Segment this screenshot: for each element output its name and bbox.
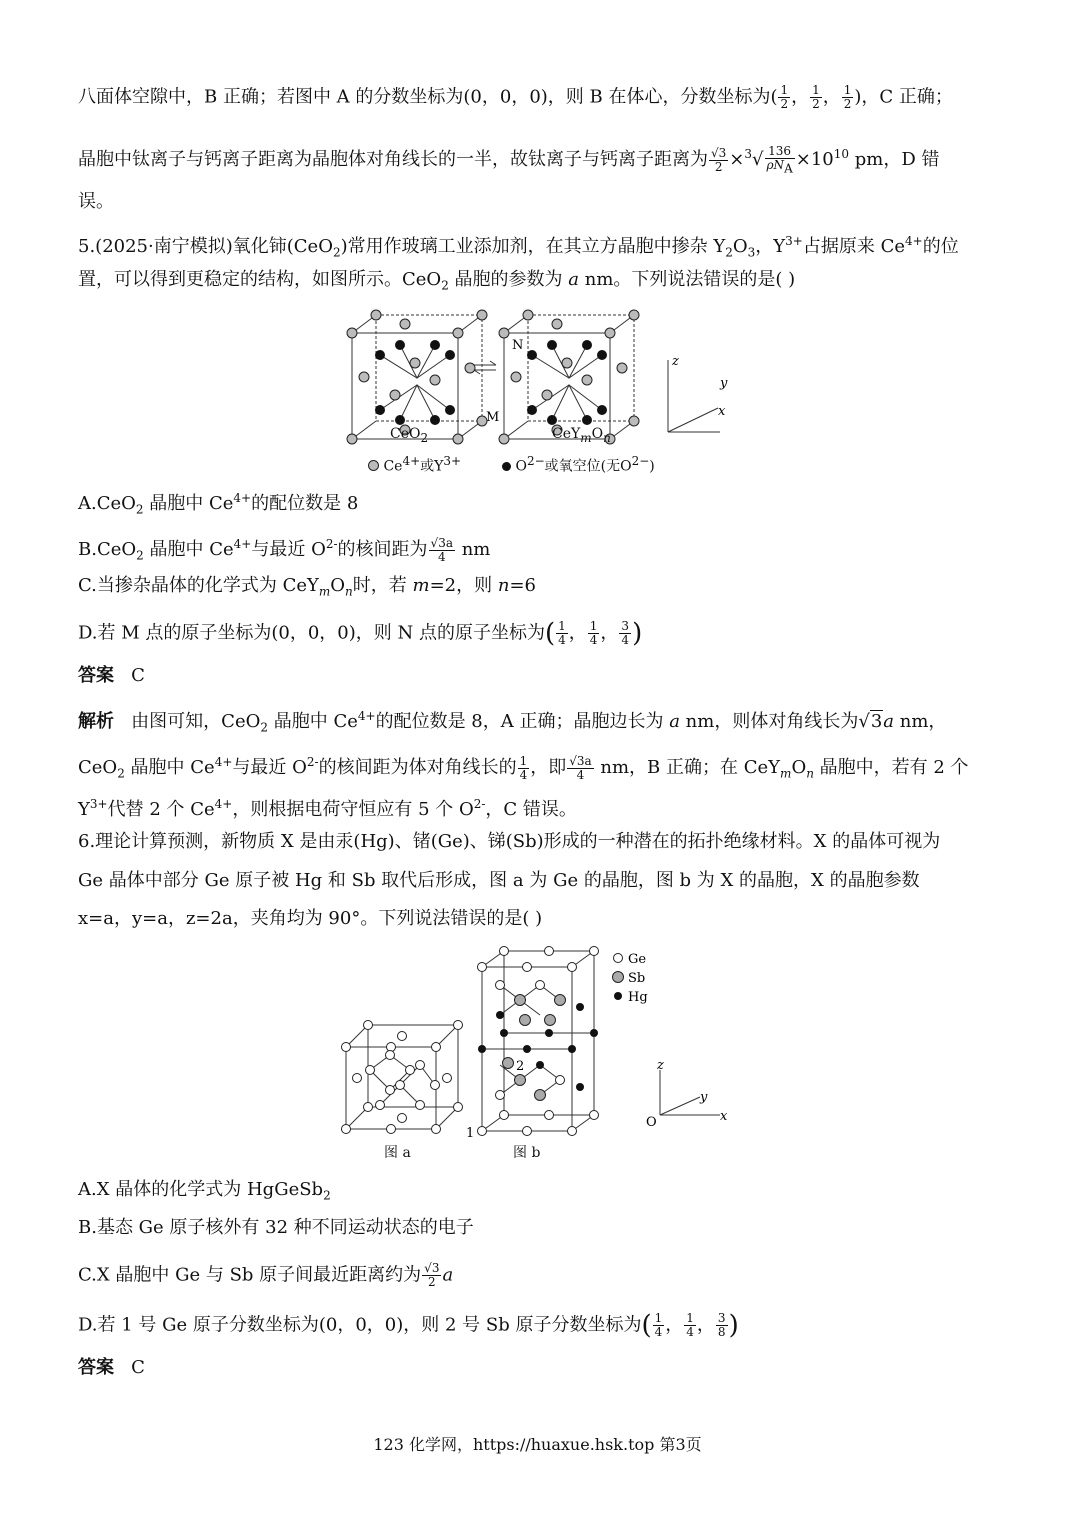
q6-point-1: 1 — [466, 1126, 475, 1141]
q5-stem-line-2: 置，可以得到更稳定的结构，如图所示。CeO$_2$ 晶胞的参数为 a nm。下列说法错误的是( ) — [78, 269, 796, 293]
q5-stem-line-1: 5.(2025·南宁模拟)氧化铈(CeO$_2$)常用作玻璃工业添加剂，在其立方晶胞中掺杂 $Y_2O_3$，$Y^{3+}$占据原来 $Ce^{4+}$的位 — [78, 234, 959, 260]
q6-stem-line-1: 6.理论计算预测，新物质 X 是由汞(Hg)、锗(Ge)、锑(Sb)形成的一种潜在的拓扑绝缘材料。X 的晶体可视为 — [78, 831, 941, 852]
q6-legend-sb: Sb — [628, 971, 646, 986]
q6-legend-ge: Ge — [628, 952, 647, 967]
q5-axis-y: y — [720, 376, 728, 391]
intro-line-1: 八面体空隙中，B 正确；若图中 A 的分数坐标为(0，0，0)，则 B 在体心，分数坐标为( $\frac{1}{2}$ ， $\frac{1}{2}$ ， $\frac{1}{2}$ )，C 正确； — [78, 83, 953, 111]
q6-option-b: B.基态 Ge 原子核外有 32 种不同运动状态的电子 — [78, 1217, 474, 1238]
q5-point-m: M — [486, 410, 500, 425]
q5-analysis-line-1: 解析 由图可知，CeO$_2$ 晶胞中 $Ce^{4+}$的配位数是 8，A 正确；晶胞边长为 a nm，则体对角线长为√3a nm， — [78, 709, 947, 735]
q5-answer: 答案 C — [78, 665, 145, 686]
intro-line-2: 晶胞中钛离子与钙离子距离为晶胞体对角线长的一半，故钛离子与钙离子距离为 $\frac{√3}{2}$ ×$^3$√ $\frac{136}{\rho N_A}$ $\times 10^{10}$ pm，D 错 — [78, 143, 940, 176]
intro-line-3: 误。 — [78, 191, 114, 212]
q5-axis-z: z — [672, 354, 679, 369]
q5-legend-ce: $Ce^{4+}$或$Y^{3+}$ — [368, 454, 461, 476]
q6-axis-x: x — [720, 1109, 728, 1124]
q5-point-n: N — [512, 338, 524, 353]
q5-option-b: B.CeO$_2$ 晶胞中 $Ce^{4+}$与最近 $O^{2-}$的核间距为 $\frac{√3a}{4}$ nm — [78, 535, 491, 564]
q6-crystal-figure — [340, 945, 740, 1165]
q5-analysis-line-2: CeO$_2$ 晶胞中 $Ce^{4+}$与最近 $O^{2-}$的核间距为体对角线长的 $\frac{1}{4}$ ，即 $\frac{√3a}{4}$ nm，B 正确；在 $CeY_mO_n$ 晶胞中，若有 2 个 — [78, 753, 969, 782]
q6-option-c: C.X 晶胞中 Ge 与 Sb 原子间最近距离约为 $\frac{√3}{2}$ a — [78, 1261, 454, 1289]
q5-axis-x: x — [718, 404, 726, 419]
q6-option-d: D.若 1 号 Ge 原子分数坐标为(0，0，0)，则 2 号 Sb 原子分数坐标为( $\frac{1}{4}$ ， $\frac{1}{4}$ ， $\frac{3}{8}$ ) — [78, 1310, 739, 1341]
q6-legend-hg: Hg — [628, 990, 648, 1005]
q6-point-2: 2 — [516, 1059, 525, 1074]
q5-crystal-figure — [340, 305, 740, 475]
q5-option-a: A.CeO$_2$ 晶胞中 $Ce^{4+}$的配位数是 8 — [78, 491, 359, 517]
q6-label-b: 图 b — [513, 1145, 541, 1161]
q6-axis-origin: O — [646, 1115, 657, 1130]
q5-legend-o: $O^{2-}$或氧空位(无$O^{2-}$) — [502, 454, 655, 476]
q5-label-ceymon: $CeY_mO_n$ — [552, 426, 611, 445]
q5-label-ceo2: CeO$_2$ — [390, 426, 429, 445]
q6-stem-line-2: Ge 晶体中部分 Ge 原子被 Hg 和 Sb 取代后形成，图 a 为 Ge 的晶胞，图 b 为 X 的晶胞，X 的晶胞参数 — [78, 870, 920, 891]
q5-option-d: D.若 M 点的原子坐标为(0，0，0)，则 N 点的原子坐标为( $\frac{1}{4}$ ， $\frac{1}{4}$ ， $\frac{3}{4}$ ) — [78, 618, 643, 649]
q6-answer: 答案 C — [78, 1357, 145, 1378]
q6-axis-y: y — [700, 1090, 708, 1105]
page-footer: 123 化学网，https://huaxue.hsk.top 第3页 — [373, 1435, 702, 1454]
q6-stem-line-3: x=a，y=a，z=2a，夹角均为 90°。下列说法错误的是( ) — [78, 908, 543, 929]
q5-option-c: C.当掺杂晶体的化学式为 $CeY_mO_n$时，若 m=2，则 n=6 — [78, 575, 536, 599]
q6-label-a: 图 a — [384, 1145, 411, 1161]
q5-analysis-line-3: $Y^{3+}$代替 2 个 $Ce^{4+}$，则根据电荷守恒应有 5 个 $O^{2-}$，C 错误。 — [78, 797, 577, 820]
q6-axis-z: z — [657, 1058, 664, 1073]
q6-option-a: A.X 晶体的化学式为 HgGeSb$_2$ — [78, 1179, 331, 1203]
